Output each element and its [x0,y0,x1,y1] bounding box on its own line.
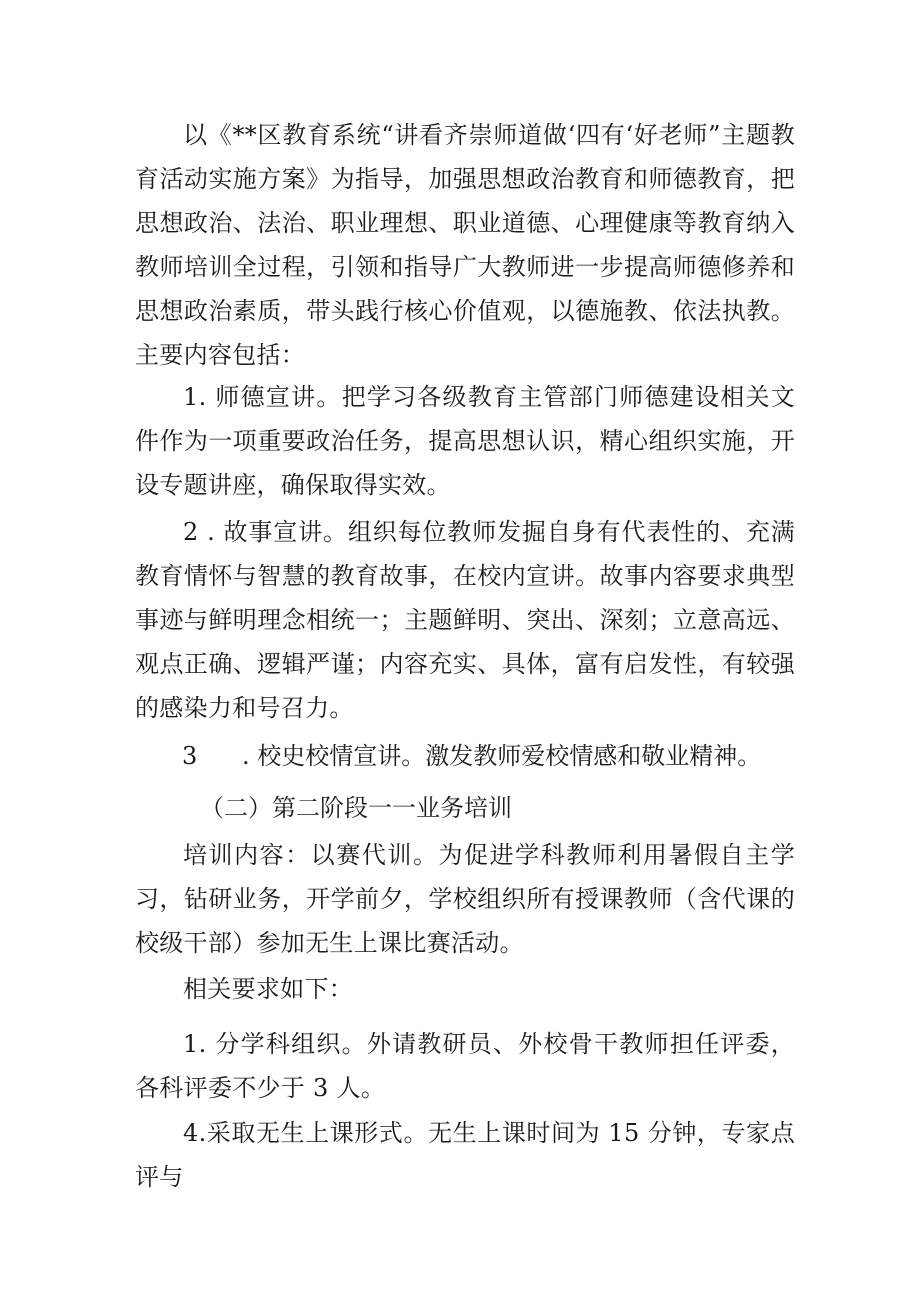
list-item-ethics-lecture: 1. 师德宣讲。把学习各级教育主管部门师德建设相关文件作为一项重要政治任务，提高思想认识，精心组织实施，开设专题讲座，确保取得实效。 [135,383,795,499]
list-item-format: 4.采取无生上课形式。无生上课时间为 15 分钟，专家点评与 [135,1119,795,1191]
section-heading: （二）第二阶段一一业务培训 [200,794,512,822]
requirements-intro: 相关要求如下： [183,975,354,1003]
list-item-school-history [182,734,761,778]
list-item-story-lecture: 2 . 故事宣讲。组织每位教师发掘自身有代表性的、充满教育情怀与智慧的教育故事，在校内宣讲。故事内容要求典型事迹与鲜明理念相统一；主题鲜明、突出、深刻；立意高远、观点正确、逻辑严谨；内容充实、具体，富有启发性，有较强的感染力和号召力。 [135,518,795,722]
training-content-paragraph: 培训内容：以赛代训。为促进学科教师利用暑假自主学习，钻研业务，开学前夕，学校组织所有授课教师（含代课的校级干部）参加无生上课比赛活动。 [135,841,795,957]
list-item-number: 3 [182,742,198,770]
list-item-by-subject: 1. 分学科组织。外请教研员、外校骨干教师担任评委，各科评委不少于 3 人。 [135,1030,795,1102]
list-item-text: . 校史校情宣讲。激发教师爱校情感和敬业精神。 [242,742,762,770]
intro-paragraph: 以《**区教育系统“讲看齐崇师道做‘四有‘好老师”主题教育活动实施方案》为指导，加强思想政治教育和师德教育，把思想政治、法治、职业理想、职业道德、心理健康等教育纳入教师培训全过程，引领和指导广大教师进一步提高师德修养和思想政治素质，带头践行核心价值观，以德施教、依法执教。主要内容包括： [135,121,795,369]
